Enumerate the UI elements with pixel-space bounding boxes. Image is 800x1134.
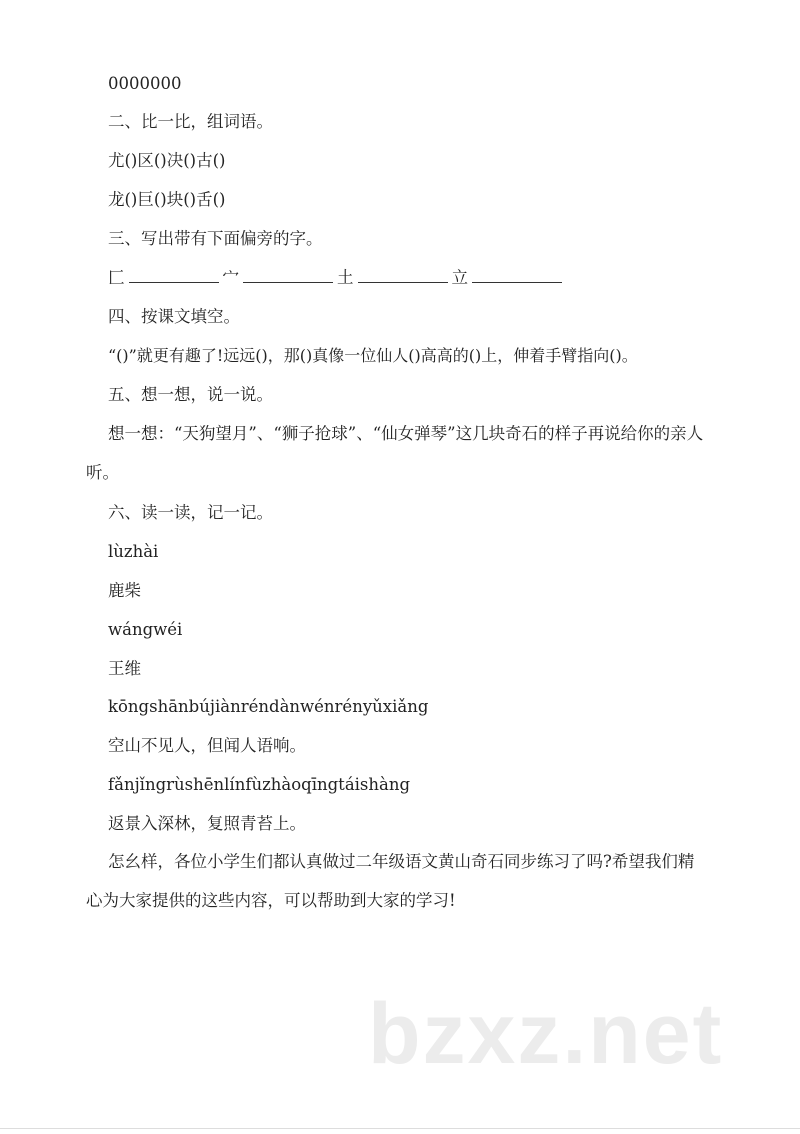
pinyin-line: wángwéi — [108, 620, 183, 639]
text-line: 龙()巨()块()舌() — [108, 190, 226, 209]
text-line: “()”就更有趣了!远远()，那()真像一位仙人()高高的()上，伸着手臂指向()。 — [108, 346, 638, 365]
blank[interactable] — [472, 268, 562, 283]
radical-blanks — [108, 268, 566, 288]
text-line: 尤()区()决()古() — [108, 151, 226, 170]
pinyin-line: lùzhài — [108, 542, 159, 561]
text-line: 返景入深林，复照青苔上。 — [108, 814, 306, 833]
section-heading: 三、写出带有下面偏旁的字。 — [108, 229, 323, 248]
page-edge — [0, 1128, 800, 1129]
section-heading: 四、按课文填空。 — [108, 307, 240, 326]
blank[interactable] — [243, 268, 333, 283]
radical: 宀 — [222, 268, 239, 287]
section-heading: 二、比一比，组词语。 — [108, 112, 273, 131]
paragraph: 想一想：“天狗望月”、“狮子抢球”、“仙女弹琴”这几块奇石的样子再说给你的亲人听。 — [86, 424, 704, 482]
text-line: 0000000 — [108, 74, 182, 93]
closing-paragraph: 怎幺样，各位小学生们都认真做过二年级语文黄山奇石同步练习了吗?希望我们精心为大家提供的这些内容，可以帮助到大家的学习! — [86, 852, 695, 910]
blank[interactable] — [129, 268, 219, 283]
radical: 立 — [451, 268, 468, 287]
text-line: 空山不见人，但闻人语响。 — [108, 736, 306, 755]
text-line: 王维 — [108, 659, 141, 678]
blank[interactable] — [358, 268, 448, 283]
pinyin-line: fǎnjǐngrùshēnlínfùzhàoqīngtáishàng — [108, 775, 411, 794]
pinyin-line: kōngshānbújiànréndànwénrényǔxiǎng — [108, 697, 429, 716]
radical: 匚 — [108, 268, 125, 287]
watermark: bzxz.net — [368, 986, 724, 1082]
radical: 土 — [337, 268, 354, 287]
section-heading: 六、读一读，记一记。 — [108, 503, 273, 522]
section-heading: 五、想一想，说一说。 — [108, 385, 273, 404]
text-line: 鹿柴 — [108, 581, 141, 600]
